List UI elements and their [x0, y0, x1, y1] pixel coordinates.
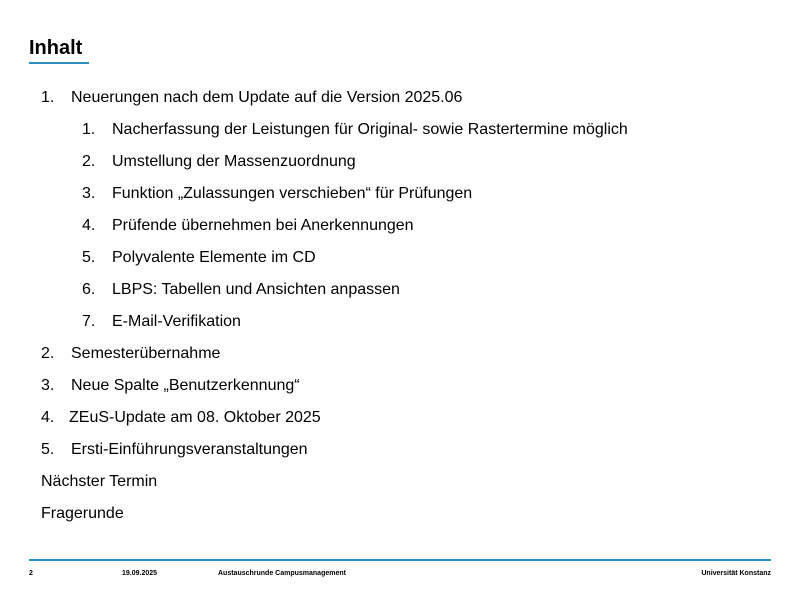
agenda-subitem-number: 2. — [82, 153, 96, 170]
agenda-subitem-number: 1. — [82, 121, 96, 138]
agenda-extra-next-date: Nächster Termin — [41, 473, 158, 490]
footer-page-number: 2 — [29, 570, 33, 577]
agenda-item-number: 3. — [41, 377, 55, 394]
page-title: Inhalt — [29, 37, 83, 59]
agenda-subitem-number: 6. — [82, 281, 96, 298]
agenda-item-text: Ersti-Einführungsveranstaltungen — [71, 441, 308, 458]
agenda-extra-questions: Fragerunde — [41, 505, 124, 522]
agenda-item-number: 4. — [41, 409, 55, 426]
agenda-item-text: ZEuS-Update am 08. Oktober 2025 — [69, 409, 321, 426]
agenda-subitem-text: Nacherfassung der Leistungen für Original- sowie Rastertermine möglich — [112, 121, 628, 138]
agenda-item-text: Semesterübernahme — [71, 345, 221, 362]
agenda-subitem-text: Umstellung der Massenzuordnung — [112, 153, 356, 170]
agenda-subitem-text: E-Mail-Verifikation — [112, 313, 241, 330]
agenda-subitem-text: Prüfende übernehmen bei Anerkennungen — [112, 217, 414, 234]
agenda-subitem-number: 3. — [82, 185, 96, 202]
footer-event: Austauschrunde Campusmanagement — [218, 570, 346, 577]
agenda-subitem-text: Polyvalente Elemente im CD — [112, 249, 316, 266]
agenda-item-text: Neuerungen nach dem Update auf die Version 2025.06 — [71, 89, 463, 106]
agenda-subitem-number: 7. — [82, 313, 96, 330]
agenda-subitem-text: Funktion „Zulassungen verschieben“ für Prüfungen — [112, 185, 473, 202]
title-underline — [29, 62, 89, 64]
footer-institution: Universität Konstanz — [701, 570, 771, 577]
agenda-subitem-text: LBPS: Tabellen und Ansichten anpassen — [112, 281, 400, 298]
agenda-item-number: 1. — [41, 89, 55, 106]
agenda-item-number: 2. — [41, 345, 55, 362]
footer-date: 19.09.2025 — [122, 570, 158, 577]
agenda-item-text: Neue Spalte „Benutzerkennung“ — [71, 377, 300, 394]
agenda-subitem-number: 4. — [82, 217, 96, 234]
agenda-item-number: 5. — [41, 441, 55, 458]
agenda-subitem-number: 5. — [82, 249, 96, 266]
footer-divider — [29, 559, 771, 561]
